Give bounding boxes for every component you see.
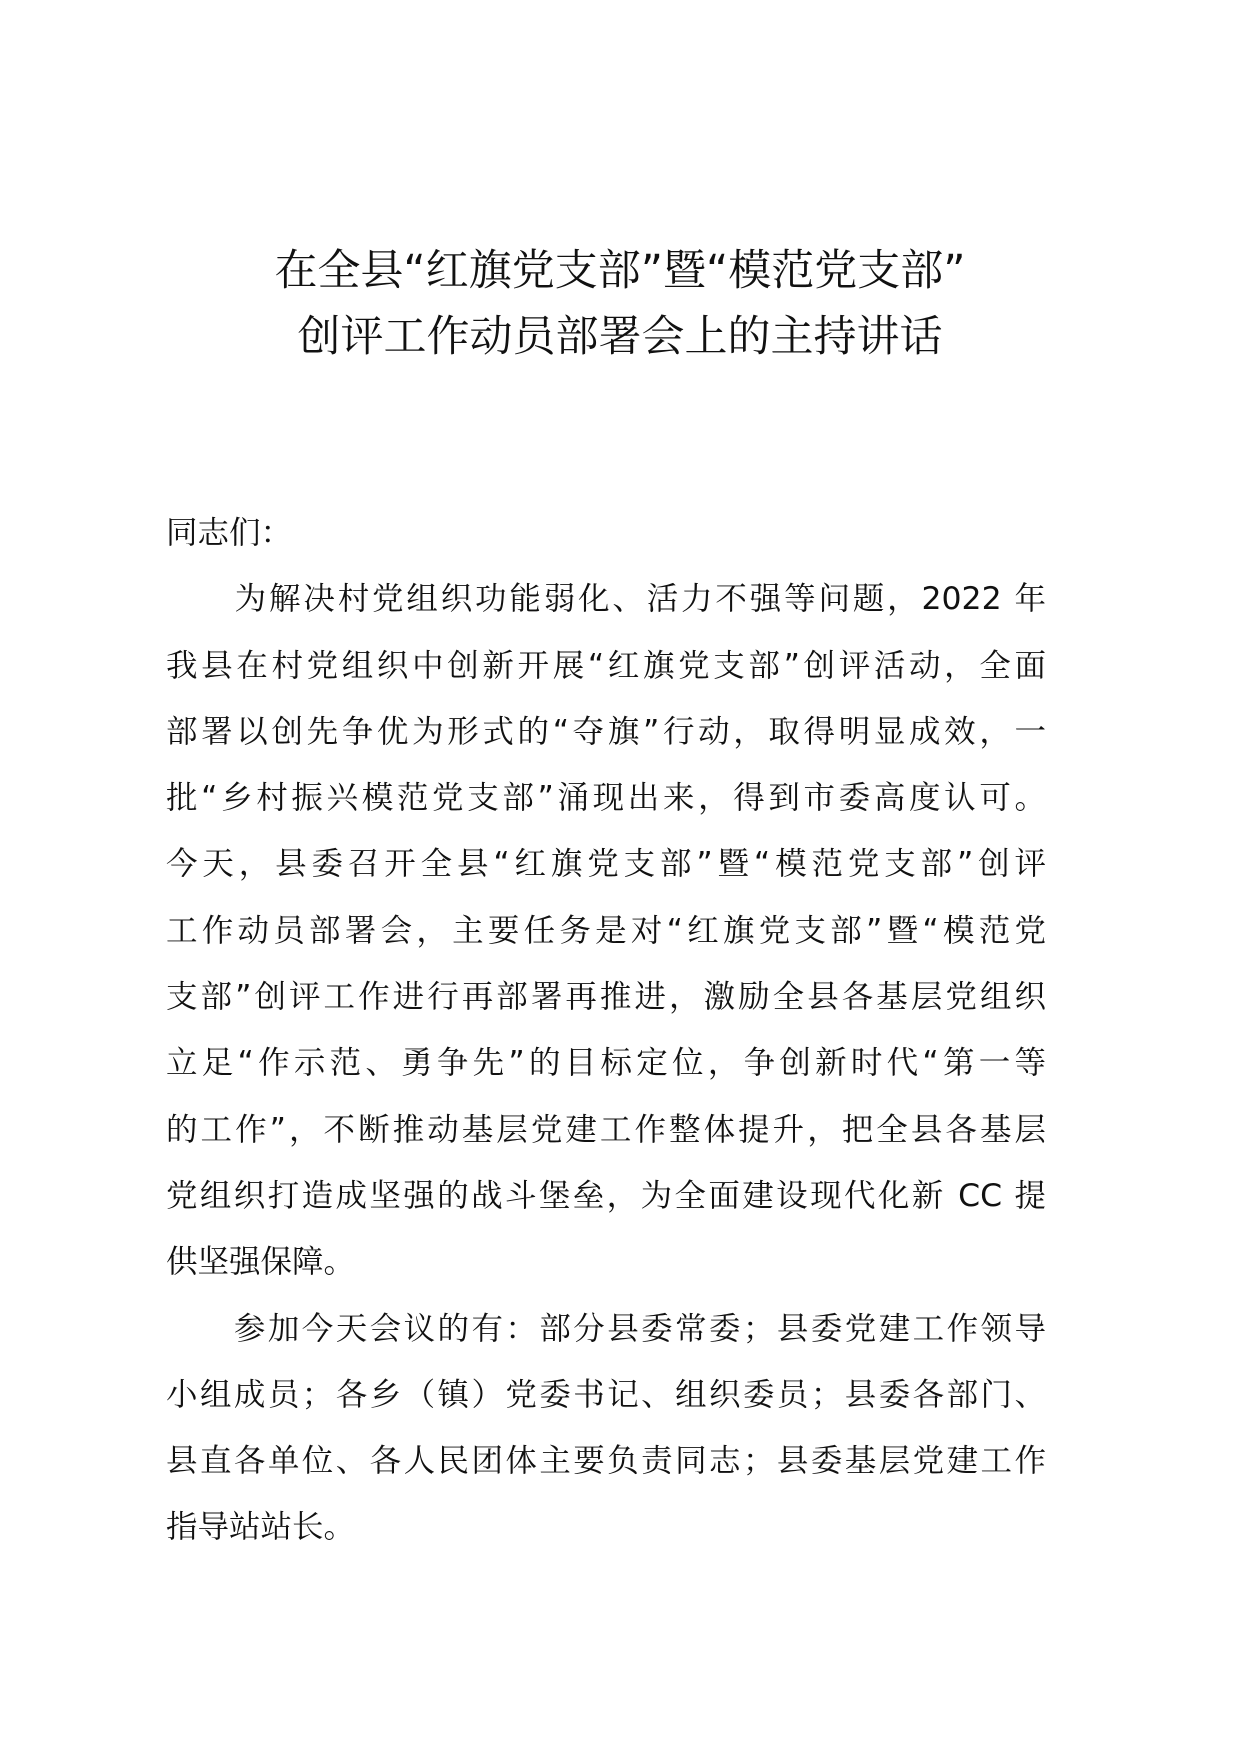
paragraph-1-line: 批“乡村振兴模范党支部”涌现出来，得到市委高度认可。 [166, 780, 1046, 817]
paragraph-1-line: 为解决村党组织功能弱化、活力不强等问题，2022 年 [166, 581, 1046, 618]
document-title [120, 238, 1120, 370]
title-line-1: 在全县“红旗党支部”暨“模范党支部” [274, 246, 966, 296]
document-body [166, 500, 1046, 1561]
paragraph-1-line: 我县在村党组织中创新开展“红旗党支部”创评活动，全面 [166, 647, 1046, 684]
title-line-2: 创评工作动员部署会上的主持讲话 [297, 312, 943, 362]
paragraph-1-line: 的工作”，不断推动基层党建工作整体提升，把全县各基层 [166, 1111, 1046, 1148]
paragraph-2-line: 县直各单位、各人民团体主要负责同志；县委基层党建工作 [166, 1443, 1046, 1480]
paragraph-2 [166, 1296, 1046, 1561]
paragraph-1-line: 部署以创先争优为形式的“夺旗”行动，取得明显成效，一 [166, 713, 1046, 750]
paragraph-1-line: 今天，县委召开全县“红旗党支部”暨“模范党支部”创评 [166, 846, 1046, 883]
paragraph-1-line: 支部”创评工作进行再部署再推进，激励全县各基层党组织 [166, 979, 1046, 1016]
paragraph-1-line: 供坚强保障。 [166, 1244, 356, 1281]
paragraph-1-line: 党组织打造成坚强的战斗堡垒，为全面建设现代化新 CC 提 [166, 1177, 1046, 1214]
paragraph-1-line: 立足“作示范、勇争先”的目标定位，争创新时代“第一等 [166, 1045, 1046, 1082]
paragraph-2-line: 指导站站长。 [166, 1509, 356, 1546]
paragraph-2-line: 参加今天会议的有：部分县委常委；县委党建工作领导 [166, 1310, 1046, 1347]
paragraph-1-line: 工作动员部署会，主要任务是对“红旗党支部”暨“模范党 [166, 912, 1046, 949]
greeting-text: 同志们： [166, 515, 293, 551]
paragraph-2-line: 小组成员；各乡（镇）党委书记、组织委员；县委各部门、 [166, 1376, 1046, 1413]
greeting [166, 500, 1046, 566]
paragraph-1 [166, 566, 1046, 1295]
